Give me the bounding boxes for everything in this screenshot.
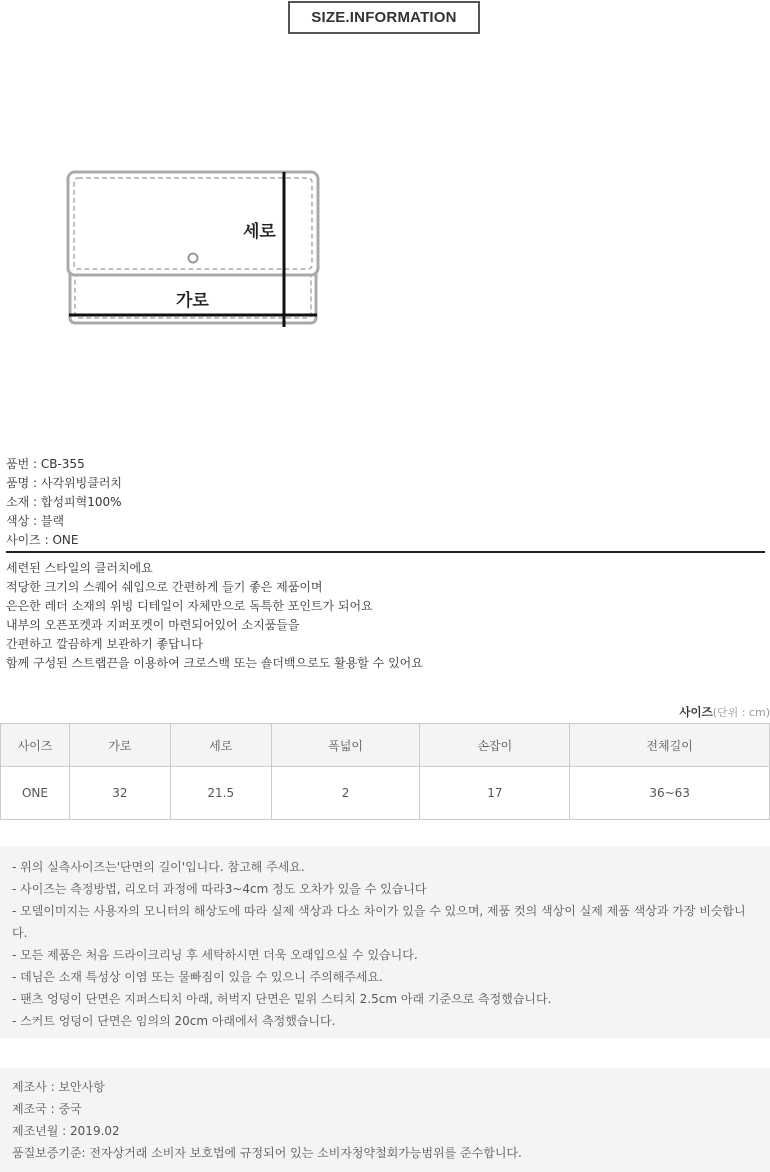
table-cell: 32 xyxy=(69,767,170,820)
description-line: 함께 구성된 스트랩끈을 이용하여 크로스백 또는 숄더백으로도 활용할 수 있어요 xyxy=(6,656,423,670)
column-header: 손잡이 xyxy=(420,724,570,767)
table-cell: 2 xyxy=(271,767,420,820)
note-item: - 데님은 소재 특성상 이염 또는 물빠짐이 있을 수 있으니 주의해주세요. xyxy=(12,970,383,984)
size-caption-unit: (단위 : cm) xyxy=(712,706,770,719)
spec-item-color: 색상 : 블랙 xyxy=(6,514,65,528)
table-cell: 21.5 xyxy=(170,767,271,820)
maker-item: 제조국 : 중국 xyxy=(12,1102,82,1116)
spec-item-material: 소재 : 합성피혁100% xyxy=(6,495,122,509)
spec-item-name: 품명 : 사각위빙클러치 xyxy=(6,476,123,490)
section-title: SIZE.INFORMATION xyxy=(288,1,480,34)
product-description xyxy=(6,559,423,673)
column-header: 사이즈 xyxy=(1,724,70,767)
height-label: 세로 xyxy=(243,222,276,242)
column-header: 폭넓이 xyxy=(271,724,420,767)
snap-button-icon xyxy=(189,254,198,263)
note-item: - 모델이미지는 사용자의 모니터의 해상도에 따라 실제 색상과 다소 차이가 있을 수 있으며, 제품 컷의 색상이 실제 제품 색상과 가장 비슷합니다. xyxy=(12,904,746,940)
maker-item: 제조사 : 보안사항 xyxy=(12,1080,105,1094)
note-item: - 사이즈는 측정방법, 리오더 과정에 따라3~4cm 정도 오차가 있을 수 있습니다 xyxy=(12,882,427,896)
description-line: 은은한 레더 소재의 위빙 디테일이 자체만으로 독특한 포인트가 되어요 xyxy=(6,599,373,613)
column-header: 세로 xyxy=(170,724,271,767)
column-header: 가로 xyxy=(69,724,170,767)
size-table-caption xyxy=(679,704,770,720)
width-label: 가로 xyxy=(176,291,209,311)
column-header: 전체길이 xyxy=(570,724,770,767)
maker-item: 품질보증기준: 전자상거래 소비자 보호법에 규정되어 있는 소비자청약철회가능범위를 준수합니다. xyxy=(12,1146,522,1160)
table-cell: 17 xyxy=(420,767,570,820)
product-specs xyxy=(6,455,122,550)
size-caption-label: 사이즈 xyxy=(679,705,713,719)
table-cell: ONE xyxy=(1,767,70,820)
table-header-row xyxy=(1,724,770,767)
note-item: - 모든 제품은 처음 드라이크리닝 후 세탁하시면 더욱 오래입으실 수 있습니다. xyxy=(12,948,418,962)
note-item: - 스커트 엉덩이 단면은 임의의 20cm 아래에서 측정했습니다. xyxy=(12,1014,336,1028)
clutch-size-diagram xyxy=(60,165,330,340)
description-line: 내부의 오픈포켓과 지퍼포켓이 마련되어있어 소지품들을 xyxy=(6,618,300,632)
maker-item: 제조년월 : 2019.02 xyxy=(12,1124,120,1138)
description-line: 간편하고 깔끔하게 보관하기 좋답니다 xyxy=(6,637,203,651)
note-item: - 위의 실측사이즈는'단면의 길이'입니다. 참고해 주세요. xyxy=(12,860,305,874)
table-cell: 36~63 xyxy=(570,767,770,820)
description-line: 세련된 스타일의 클러치에요 xyxy=(6,561,153,575)
divider xyxy=(6,551,765,553)
size-notes xyxy=(0,846,770,1038)
size-table xyxy=(0,723,770,820)
table-row xyxy=(1,767,770,820)
spec-item-size: 사이즈 : ONE xyxy=(6,533,79,547)
spec-item-code: 품번 : CB-355 xyxy=(6,457,85,471)
description-line: 적당한 크기의 스퀘어 쉐입으로 간편하게 들기 좋은 제품이며 xyxy=(6,580,323,594)
manufacturer-info xyxy=(0,1068,770,1172)
note-item: - 팬츠 엉덩이 단면은 지퍼스티치 아래, 허벅지 단면은 밑위 스티치 2.5cm 아래 기준으로 측정했습니다. xyxy=(12,992,552,1006)
